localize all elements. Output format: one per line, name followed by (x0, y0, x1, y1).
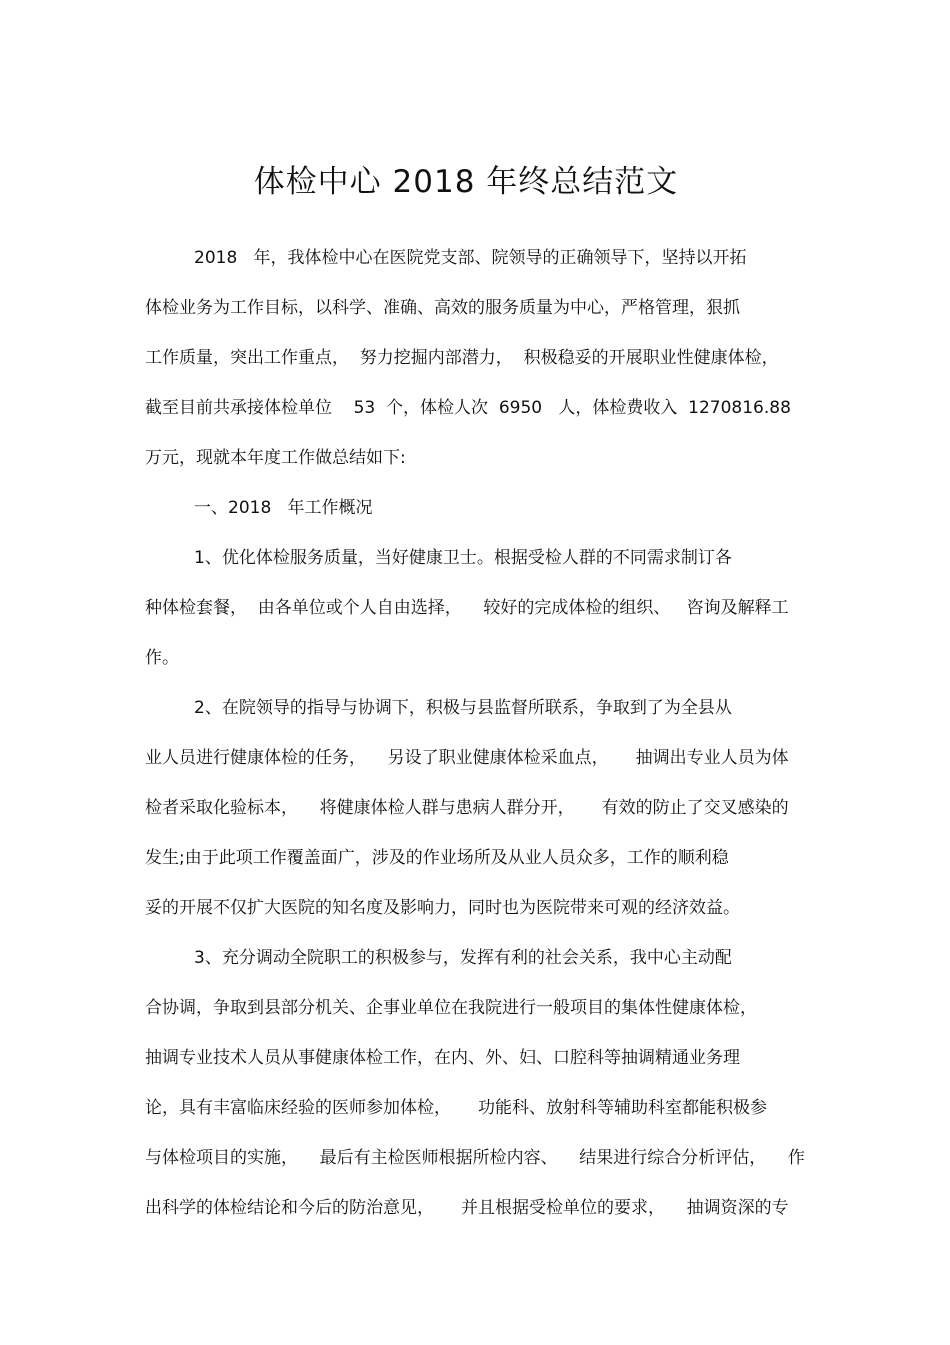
paragraph-line: 1、优化体检服务质量，当好健康卫士。根据受检人群的不同需求制订各 (194, 548, 732, 568)
paragraph-line: 妥的开展不仅扩大医院的知名度及影响力，同时也为医院带来可观的经济效益。 (145, 898, 740, 918)
paragraph-line: 工作质量，突出工作重点， 努力挖掘内部潜力， 积极稳妥的开展职业性健康体检， (145, 348, 779, 368)
paragraph-line: 作。 (145, 648, 179, 668)
paragraph-line: 合协调，争取到县部分机关、企事业单位在我院进行一般项目的集体性健康体检， (145, 998, 757, 1018)
paragraph-line: 出科学的体检结论和今后的防治意见， 并且根据受检单位的要求， 抽调资深的专 (145, 1198, 789, 1218)
paragraph-line: 截至目前共承接体检单位 53 个，体检人次 6950 人，体检费收入 1270816.88 (145, 398, 791, 418)
paragraph-line: 与体检项目的实施， 最后有主检医师根据所检内容、 结果进行综合分析评估， 作 (145, 1148, 805, 1168)
paragraph-line: 论，具有丰富临床经验的医师参加体检， 功能科、放射科等辅助科室都能积极参 (145, 1098, 768, 1118)
paragraph-line: 检者采取化验标本， 将健康体检人群与患病人群分开， 有效的防止了交叉感染的 (145, 798, 789, 818)
paragraph-line: 种体检套餐， 由各单位或个人自由选择， 较好的完成体检的组织、 咨询及解释工 (145, 598, 789, 618)
document-title: 体检中心 2018 年终总结范文 (253, 164, 679, 200)
section-heading: 一、2018 年工作概况 (194, 498, 373, 518)
paragraph-line: 抽调专业技术人员从事健康体检工作，在内、外、妇、口腔科等抽调精通业务理 (145, 1048, 740, 1068)
paragraph-line: 业人员进行健康体检的任务， 另设了职业健康体检采血点， 抽调出专业人员为体 (145, 748, 789, 768)
paragraph-line: 发生;由于此项工作覆盖面广，涉及的作业场所及从业人员众多，工作的顺利稳 (145, 848, 729, 868)
paragraph-line: 3、充分调动全院职工的积极参与，发挥有利的社会关系，我中心主动配 (194, 948, 732, 968)
paragraph-line: 体检业务为工作目标，以科学、准确、高效的服务质量为中心，严格管理，狠抓 (145, 298, 740, 318)
paragraph-line: 万元，现就本年度工作做总结如下: (145, 448, 406, 468)
paragraph-line: 2018 年，我体检中心在医院党支部、院领导的正确领导下，坚持以开拓 (194, 248, 747, 268)
paragraph-line: 2、在院领导的指导与协调下，积极与县监督所联系，争取到了为全县从 (194, 698, 732, 718)
